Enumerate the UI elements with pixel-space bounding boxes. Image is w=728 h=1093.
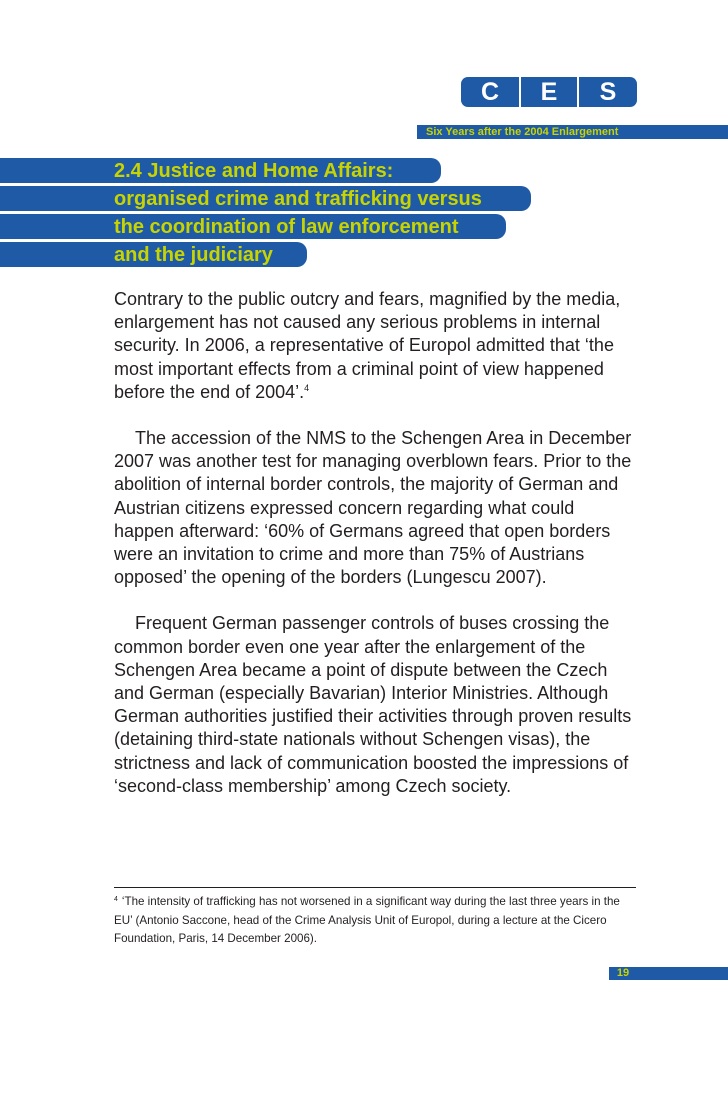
page-number: 19 bbox=[616, 967, 630, 979]
logo-letter-c: C bbox=[461, 77, 519, 107]
heading-line-3: the coordination of law enforcement bbox=[0, 214, 506, 239]
paragraph-1: Contrary to the public outcry and fears, magnified by the media, enlargement has not caused any serious problems in internal security. In 2006, a representative of Europol admitted that ‘the most important effects from a criminal point of view happened before the end of 2004’.$^4$ bbox=[114, 289, 621, 402]
heading-line-4: and the judiciary bbox=[0, 242, 307, 267]
paragraph-2: The accession of the NMS to the Schengen Area in December 2007 was another test for managing overblown fears. Prior to the abolition of internal border controls, the majority of German and Austrian citizens expressed concern regarding what could happen afterward: ‘60% of Germans agreed that open borders were an invitation to crime and more than 75% of Austrians opposed’ the opening of the borders (Lungescu 2007). bbox=[114, 428, 632, 588]
footnote-divider bbox=[114, 887, 636, 888]
footnote bbox=[114, 893, 636, 949]
footnote-ref: 4 bbox=[304, 382, 310, 393]
body-text bbox=[114, 288, 636, 798]
footnote-number: 4 bbox=[114, 896, 118, 903]
paragraph-3: Frequent German passenger controls of buses crossing the common border even one year after the enlargement of the Schengen Area became a point of dispute between the Czech and German (especially Bavarian) Interior Ministries. Although German authorities justified their activities through proven results (detaining third-state nationals without Schengen visas), the strictness and lack of communication boosted the impressions of ‘second-class membership’ among Czech society. bbox=[114, 613, 632, 796]
section-heading bbox=[0, 158, 531, 270]
logo-letter-e: E bbox=[521, 77, 577, 107]
heading-line-2: organised crime and trafficking versus bbox=[0, 186, 531, 211]
running-header-title: Six Years after the 2004 Enlargement bbox=[426, 126, 619, 138]
logo-letter-s: S bbox=[579, 77, 637, 107]
heading-line-1: 2.4 Justice and Home Affairs: bbox=[0, 158, 441, 183]
ces-logo bbox=[461, 77, 637, 107]
footnote-text: ‘The intensity of trafficking has not worsened in a significant way during the last three years in the EU’ (Antonio Saccone, head of the Crime Analysis Unit of Europol, during a lecture at the Cicero Foundation, Paris, 14 December 2006). bbox=[114, 895, 620, 945]
